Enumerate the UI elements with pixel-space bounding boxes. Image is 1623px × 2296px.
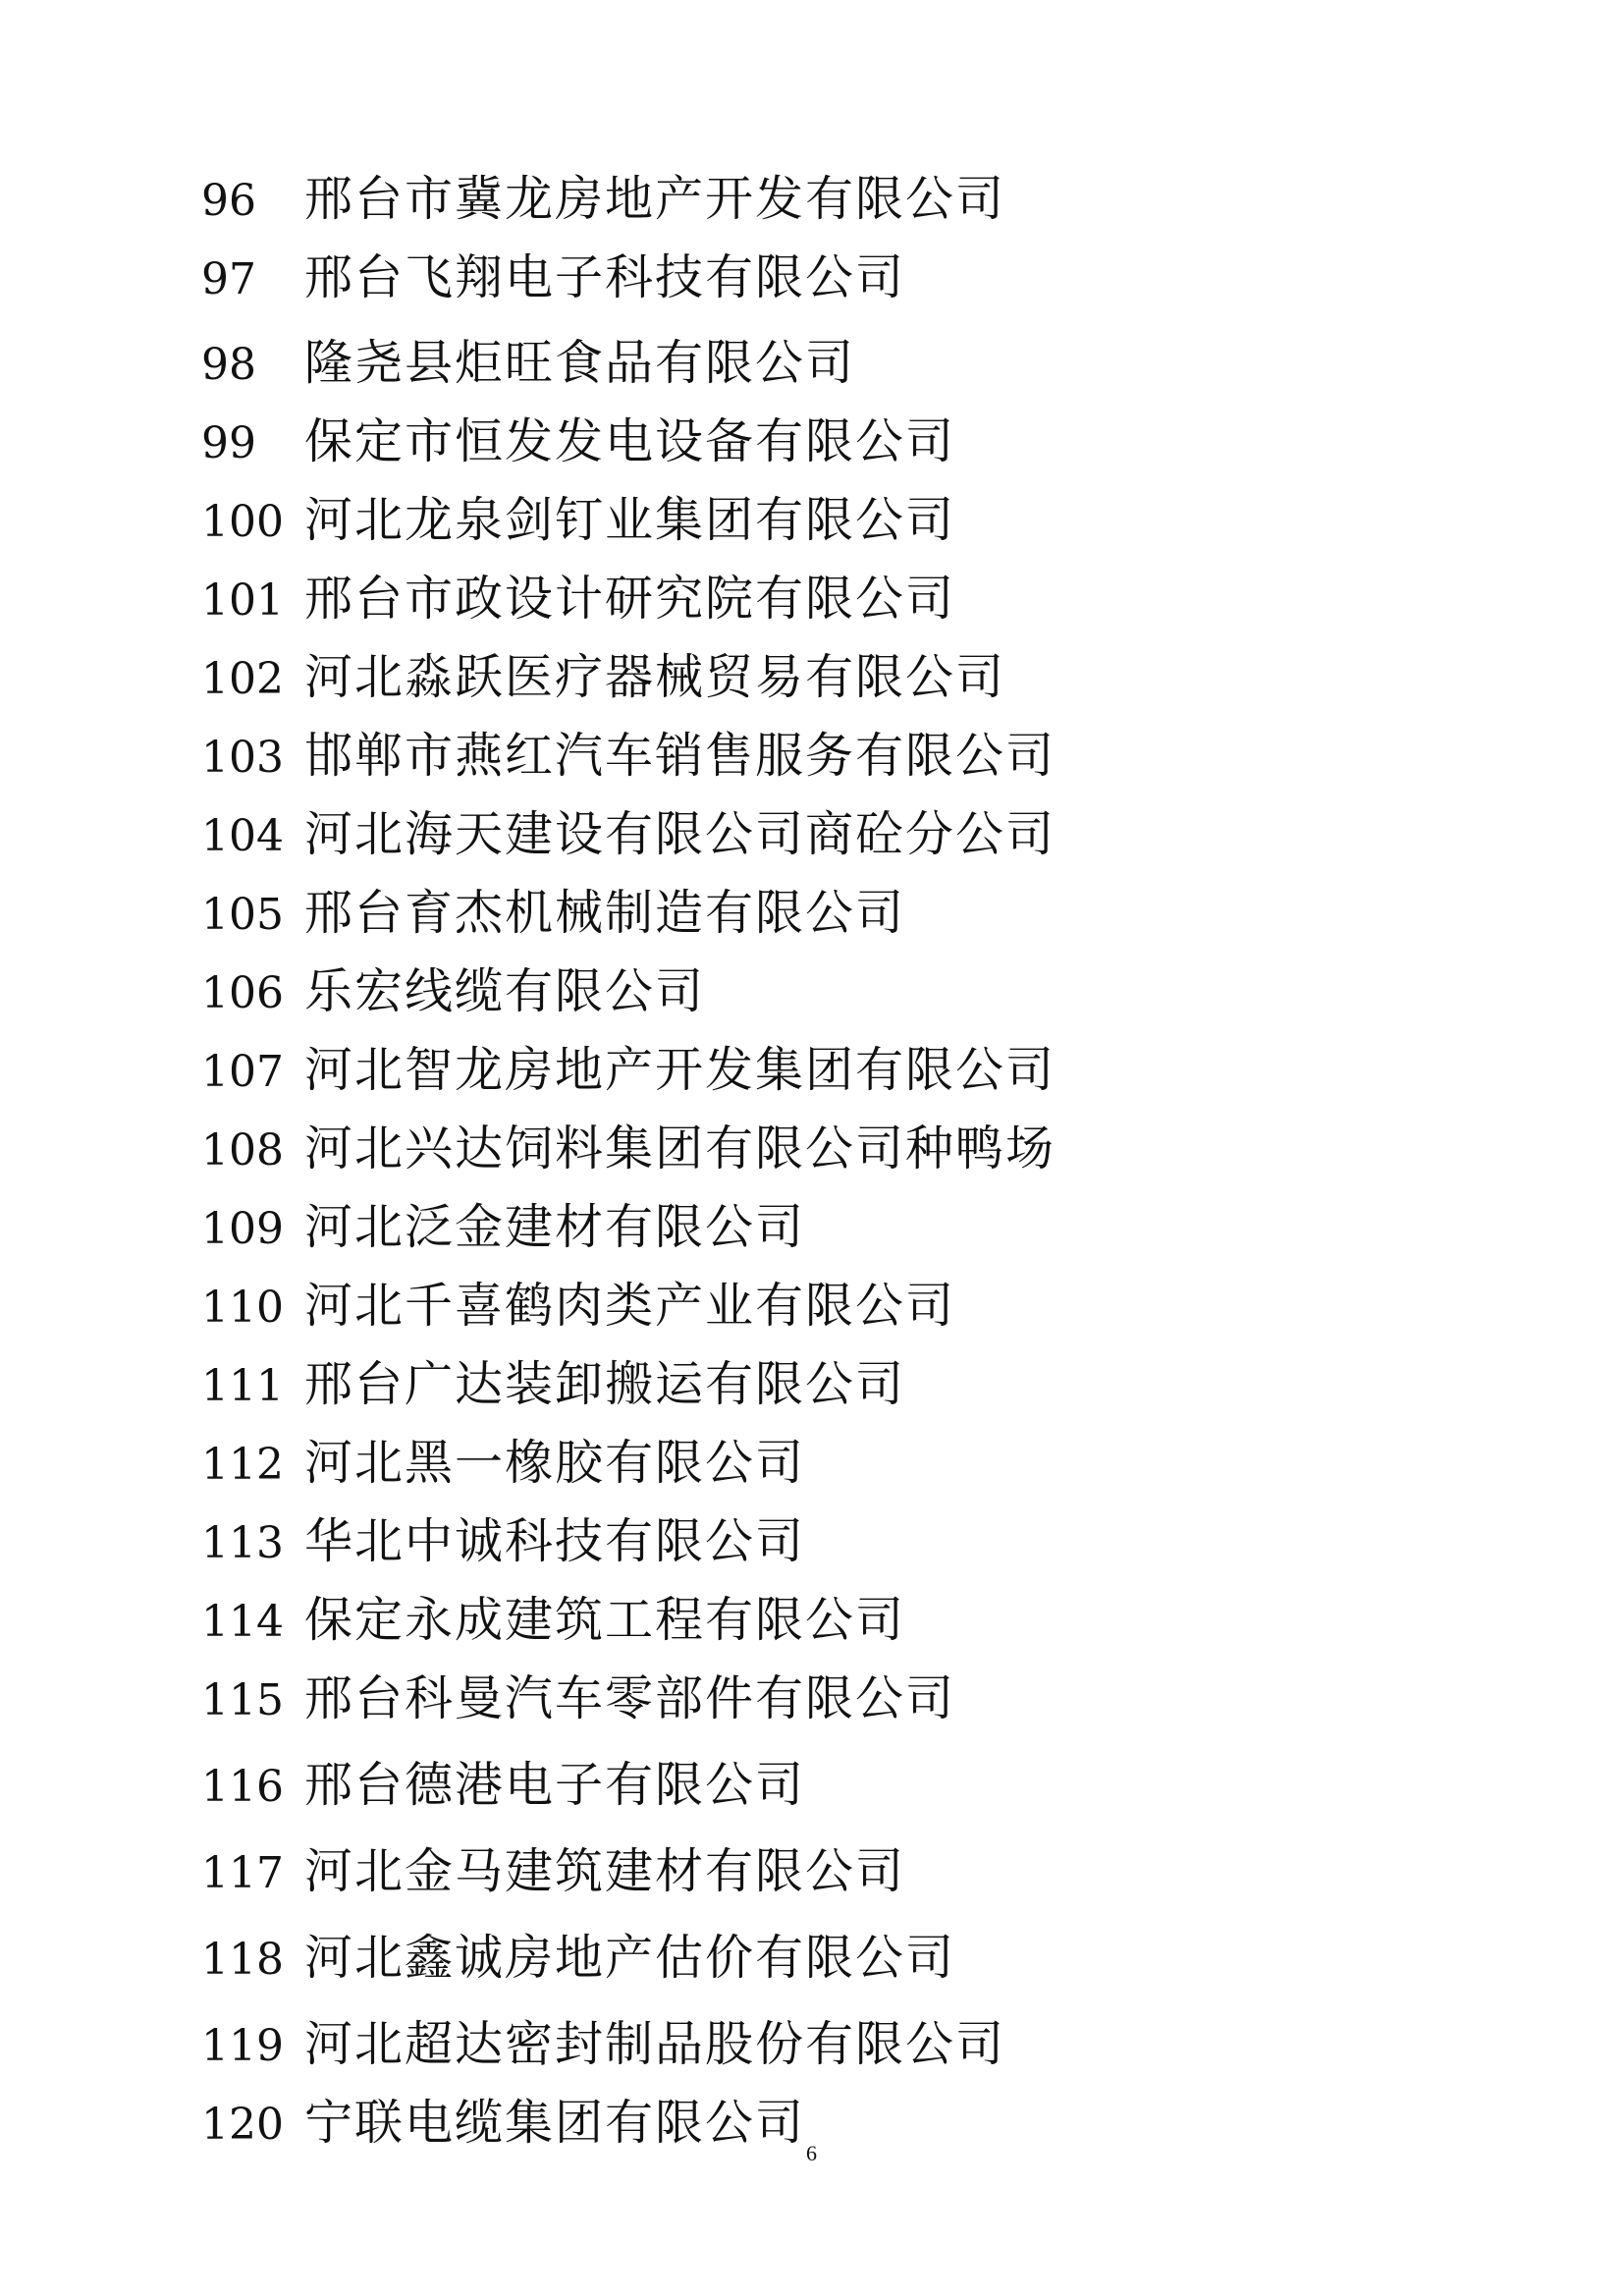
company-name: 邢台广达装卸搬运有限公司 [304, 1356, 906, 1412]
item-number: 100 [201, 497, 284, 547]
company-name: 邢台飞翔电子科技有限公司 [304, 249, 906, 305]
item-number: 97 [201, 254, 256, 304]
item-number: 104 [201, 811, 284, 861]
list-item [201, 1350, 905, 1419]
item-number: 115 [201, 1675, 284, 1725]
list-item [201, 800, 1055, 869]
item-number: 110 [201, 1283, 284, 1333]
item-number: 96 [201, 176, 256, 226]
company-name: 河北智龙房地产开发集团有限公司 [304, 1042, 1056, 1098]
company-name: 邯郸市燕红汽车销售服务有限公司 [304, 728, 1056, 784]
item-number: 106 [201, 968, 284, 1018]
company-name: 邢台育杰机械制造有限公司 [304, 885, 906, 941]
list-item [201, 1036, 1055, 1105]
item-number: 119 [201, 2021, 284, 2071]
item-number: 102 [201, 654, 284, 704]
item-number: 111 [201, 1361, 284, 1411]
company-name: 河北兴达饲料集团有限公司种鸭场 [304, 1121, 1056, 1176]
company-name: 河北金马建筑建材有限公司 [304, 1843, 906, 1899]
item-number: 114 [201, 1597, 284, 1647]
item-number: 108 [201, 1125, 284, 1175]
list-item [201, 2010, 1005, 2079]
list-item [201, 722, 1055, 791]
list-item [201, 1924, 955, 1993]
company-name: 邢台市冀龙房地产开发有限公司 [304, 171, 1006, 227]
list-item [201, 1751, 805, 1820]
list-item [201, 1507, 805, 1576]
company-name: 河北淼跃医疗器械贸易有限公司 [304, 649, 1006, 705]
company-name: 河北龙泉剑钉业集团有限公司 [304, 492, 956, 548]
item-number: 116 [201, 1762, 284, 1812]
list-item [201, 1665, 955, 1733]
item-number: 101 [201, 575, 284, 626]
list-item [201, 165, 1005, 234]
item-number: 107 [201, 1047, 284, 1097]
page-number: 6 [806, 2141, 817, 2165]
company-name: 河北超达密封制品股份有限公司 [304, 2016, 1006, 2072]
item-number: 112 [201, 1440, 284, 1490]
item-number: 117 [201, 1848, 284, 1898]
item-number: 103 [201, 733, 284, 783]
item-number: 109 [201, 1204, 284, 1254]
list-item [201, 1837, 905, 1906]
list-item [201, 486, 955, 555]
list-item [201, 643, 1005, 712]
list-item [201, 879, 905, 948]
list-item [201, 565, 955, 633]
item-number: 99 [201, 418, 256, 468]
company-name: 邢台德港电子有限公司 [304, 1757, 806, 1813]
item-number: 120 [201, 2100, 284, 2150]
company-name: 华北中诚科技有限公司 [304, 1513, 806, 1569]
company-name: 邢台市政设计研究院有限公司 [304, 571, 956, 627]
company-name: 河北鑫诚房地产估价有限公司 [304, 1930, 956, 1986]
item-number: 105 [201, 890, 284, 940]
list-item [201, 1193, 805, 1262]
item-number: 113 [201, 1518, 284, 1568]
item-number: 118 [201, 1935, 284, 1985]
company-name: 隆尧县炬旺食品有限公司 [304, 335, 856, 391]
company-name: 河北千喜鹤肉类产业有限公司 [304, 1278, 956, 1334]
list-item [201, 1272, 955, 1340]
company-name: 乐宏线缆有限公司 [304, 963, 706, 1019]
list-item [201, 1115, 1055, 1183]
company-name: 河北海天建设有限公司商砼分公司 [304, 806, 1056, 862]
list-item [201, 1586, 905, 1655]
company-name: 保定市恒发发电设备有限公司 [304, 413, 956, 469]
company-name: 宁联电缆集团有限公司 [304, 2095, 806, 2151]
company-name: 邢台科曼汽车零部件有限公司 [304, 1670, 956, 1726]
company-name: 河北泛金建材有限公司 [304, 1199, 806, 1255]
company-name: 保定永成建筑工程有限公司 [304, 1592, 906, 1648]
item-number: 98 [201, 340, 256, 390]
list-item [201, 329, 855, 398]
list-item [201, 244, 905, 312]
list-item [201, 408, 955, 476]
company-name: 河北黑一橡胶有限公司 [304, 1435, 806, 1491]
list-item [201, 1429, 805, 1498]
list-item [201, 957, 705, 1026]
